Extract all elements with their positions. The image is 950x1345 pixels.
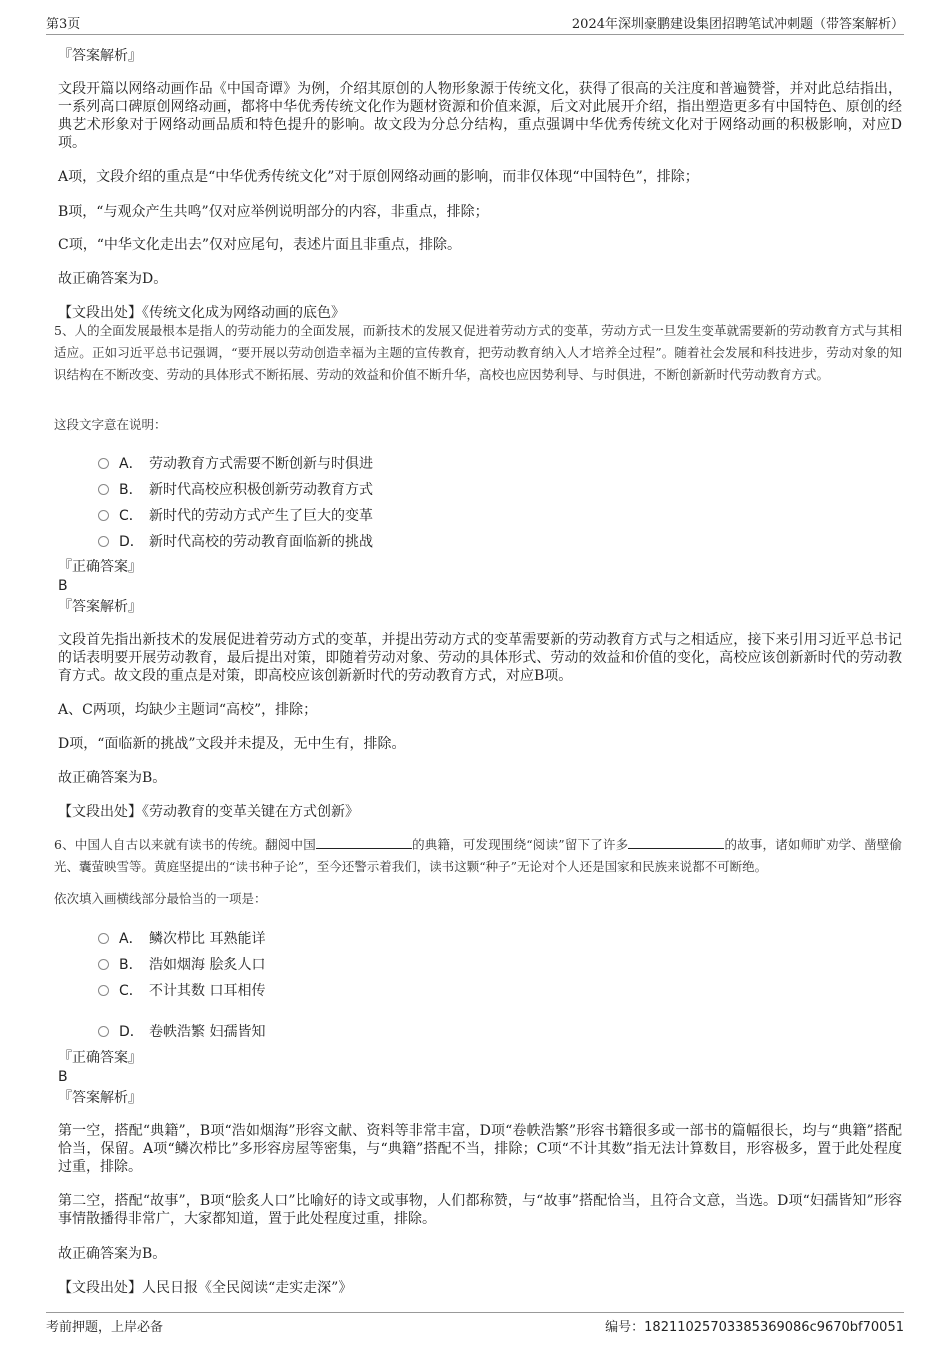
analysis-paragraph: 文段首先指出新技术的发展促进着劳动方式的变革，并提出劳动方式的变革需要新的劳动教育方式与之相适应，接下来引用习近平总书记的话表明要开展劳动教育，最后提出对策，即随着劳动对象、劳动的具体形式、劳动的效益和价值的变化，高校应该创新新时代的劳动教育方式。故文段的重点是对策，即高校应该创新新时代的劳动教育方式，对应B项。 xyxy=(58,632,902,684)
analysis-paragraph-2: 第二空，搭配“故事”，B项“脍炙人口”比喻好的诗文或事物，人们都称赞，与“故事”搭配恰当，且符合文意，当选。D项“妇孺皆知”形容事情散播得非常广，大家都知道，置于此处程度过重，排除。 xyxy=(58,1193,902,1227)
analysis-option-ac: A、C两项，均缺少主题词“高校”，排除； xyxy=(58,702,318,718)
radio-icon[interactable] xyxy=(98,484,109,495)
source-citation: 【文段出处】人民日报《全民阅读“走实走深”》 xyxy=(58,1280,353,1296)
fill-blank-2 xyxy=(628,837,724,849)
question-5-prompt: 这段文字意在说明： xyxy=(54,417,167,432)
answer-analysis-label: 『答案解析』 xyxy=(58,599,142,615)
analysis-conclusion: 故正确答案为B。 xyxy=(58,770,167,786)
option-c[interactable]: C． 新时代的劳动方式产生了巨大的变革 xyxy=(98,505,373,525)
analysis-paragraph: 文段开篇以网络动画作品《中国奇谭》为例，介绍其原创的人物形象源于传统文化，获得了很高的关注度和普遍赞誉，并对此总结指出，一系列高口碑原创网络动画，都将中华优秀传统文化作为题材资源和价值来源，后文对此展开介绍，指出塑造更多有中国特色、原创的经典艺术形象对于网络动画品质和特色提升的影响。故文段为分总分结构，重点强调中华优秀传统文化对于网络动画的积极影响，对应D项。 xyxy=(58,81,902,151)
radio-icon[interactable] xyxy=(98,536,109,547)
source-citation: 【文段出处】《传统文化成为网络动画的底色》 xyxy=(58,305,345,321)
analysis-option-d: D项，“面临新的挑战”文段并未提及，无中生有，排除。 xyxy=(58,736,406,752)
answer-analysis-label: 『答案解析』 xyxy=(58,1090,142,1106)
analysis-option-c: C项，“中华文化走出去”仅对应尾句，表述片面且非重点，排除。 xyxy=(58,237,462,253)
option-b[interactable]: B． 浩如烟海 脍炙人口 xyxy=(98,954,265,974)
correct-answer-label: 『正确答案』 xyxy=(58,1050,142,1066)
option-b[interactable]: B． 新时代高校应积极创新劳动教育方式 xyxy=(98,479,373,499)
correct-answer-label: 『正确答案』 xyxy=(58,559,142,575)
radio-icon[interactable] xyxy=(98,510,109,521)
answer-analysis-label: 『答案解析』 xyxy=(58,48,142,64)
page-header xyxy=(46,10,904,35)
analysis-conclusion: 故正确答案为B。 xyxy=(58,1246,167,1262)
radio-icon[interactable] xyxy=(98,933,109,944)
radio-icon[interactable] xyxy=(98,458,109,469)
document-serial: 编号：18211025703385369086c9670bf70051 xyxy=(605,1320,904,1335)
footer-slogan: 考前押题，上岸必备 xyxy=(46,1320,164,1335)
question-5-stem: 5、人的全面发展最根本是指人的劳动能力的全面发展，而新技术的发展又促进着劳动方式的变革，劳动方式一旦发生变革就需要新的劳动教育方式与其相适应。正如习近平总书记强调，“要开展以劳动创造幸福为主题的宣传教育，把劳动教育纳入人才培养全过程”。随着社会发展和科技进步，劳动对象的知识结构在不断改变、劳动的具体形式不断拓展、劳动的效益和价值不断升华，高校也应因势利导、与时俱进，不断创新新时代劳动教育方式。 xyxy=(54,323,902,382)
option-a[interactable]: A． 鳞次栉比 耳熟能详 xyxy=(98,928,265,948)
radio-icon[interactable] xyxy=(98,985,109,996)
analysis-conclusion: 故正确答案为D。 xyxy=(58,271,168,287)
page-number: 第3页 xyxy=(46,17,81,32)
option-c[interactable]: C． 不计其数 口耳相传 xyxy=(98,980,265,1000)
question-6-prompt: 依次填入画横线部分最恰当的一项是： xyxy=(54,891,267,906)
radio-icon[interactable] xyxy=(98,1026,109,1037)
option-d[interactable]: D． 新时代高校的劳动教育面临新的挑战 xyxy=(98,531,373,551)
source-citation: 【文段出处】《劳动教育的变革关键在方式创新》 xyxy=(58,804,359,820)
option-d[interactable]: D． 卷帙浩繁 妇孺皆知 xyxy=(98,1021,265,1041)
question-6-stem: 6、中国人自古以来就有读书的传统。翻阅中国 的典籍，可发现围绕“阅读”留下了许多 的故事，诸如师旷劝学、凿壁偷光、囊萤映雪等。黄庭坚提出的“读书种子论”，至今还警示着我们，读书这颗“种子”无论对个人还是国家和民族来说都不可断绝。 xyxy=(54,837,902,874)
correct-answer: B xyxy=(58,1069,68,1085)
option-a[interactable]: A． 劳动教育方式需要不断创新与时俱进 xyxy=(98,453,373,473)
correct-answer: B xyxy=(58,578,68,594)
radio-icon[interactable] xyxy=(98,959,109,970)
analysis-option-b: B项，“与观众产生共鸣”仅对应举例说明部分的内容，非重点，排除； xyxy=(58,204,489,220)
analysis-option-a: A项，文段介绍的重点是“中华优秀传统文化”对于原创网络动画的影响，而非仅体现“中国特色”，排除； xyxy=(58,169,699,185)
document-title: 2024年深圳豪鹏建设集团招聘笔试冲刺题（带答案解析） xyxy=(571,17,904,32)
fill-blank-1 xyxy=(316,837,412,849)
analysis-paragraph-1: 第一空，搭配“典籍”，B项“浩如烟海”形容文献、资料等非常丰富，D项“卷帙浩繁”形容书籍很多或一部书的篇幅很长，均与“典籍”搭配恰当，保留。A项“鳞次栉比”多形容房屋等密集，与“典籍”搭配不当，排除；C项“不计其数”指无法计算数目，形容极多，置于此处程度过重，排除。 xyxy=(58,1123,902,1175)
page-footer xyxy=(46,1312,904,1335)
